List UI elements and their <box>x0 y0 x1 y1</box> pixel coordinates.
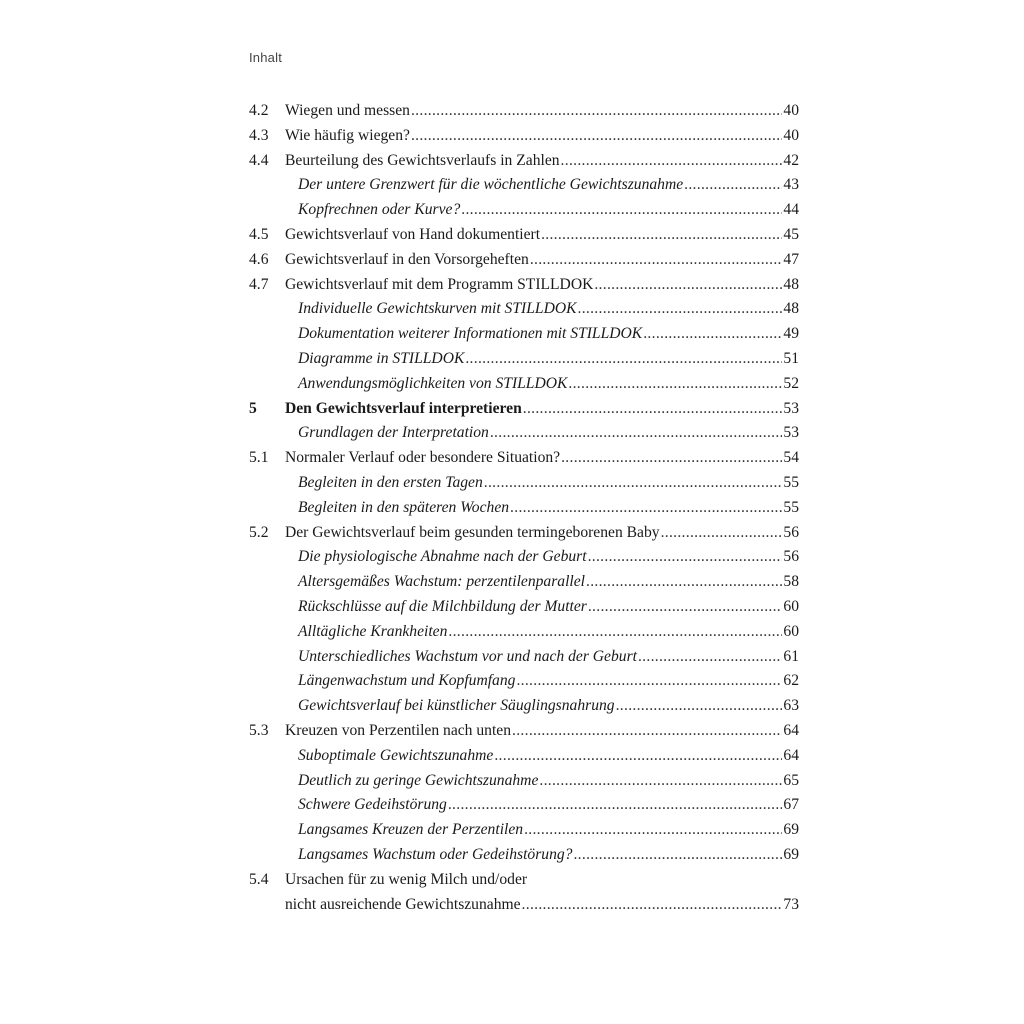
toc-entry-title: Grundlagen der Interpretation <box>298 424 489 442</box>
toc-entry-page: 63 <box>783 697 799 715</box>
toc-entry-page: 61 <box>783 647 799 665</box>
toc-entry <box>249 719 799 744</box>
toc-entry-title: Rückschlüsse auf die Milchbildung der Mutter <box>298 597 587 615</box>
toc-entry-line <box>285 223 799 248</box>
toc-entry-page: 65 <box>783 771 799 789</box>
toc-entry-title: Gewichtsverlauf bei künstlicher Säuglingsnahrung <box>298 697 615 715</box>
toc-entry <box>249 297 799 322</box>
toc-entry-page: 56 <box>783 548 799 566</box>
toc-entry-page: 53 <box>783 424 799 442</box>
toc-entry <box>249 421 799 446</box>
toc-entry <box>249 769 799 794</box>
toc-entry-line <box>298 744 799 769</box>
dot-leader <box>588 545 783 570</box>
dot-leader <box>586 570 782 595</box>
dot-leader <box>638 645 782 670</box>
toc-entry-line <box>298 645 799 670</box>
toc-entry-title: Ursachen für zu wenig Milch und/oder <box>285 870 528 888</box>
toc-entry-line <box>298 297 799 322</box>
toc-entry-page: 62 <box>783 672 799 690</box>
toc-entry-line <box>298 173 799 198</box>
toc-entry-number: 4.2 <box>249 102 269 119</box>
dot-leader <box>594 273 782 298</box>
toc-entry <box>249 545 799 570</box>
toc-entry <box>249 149 799 174</box>
toc-entry-line <box>285 248 799 273</box>
toc-entry-line <box>298 471 799 496</box>
toc-entry-page: 55 <box>783 473 799 491</box>
toc-entry <box>249 124 799 149</box>
toc-entry <box>249 744 799 769</box>
dot-leader <box>568 372 782 397</box>
toc-entry-title: Diagramme in STILLDOK <box>298 349 465 367</box>
toc-entry-line <box>298 793 799 818</box>
dot-leader <box>465 347 782 372</box>
dot-leader <box>494 744 782 769</box>
dot-leader <box>512 719 782 744</box>
toc-entry-title: Gewichtsverlauf in den Vorsorgeheften <box>285 250 529 268</box>
table-of-contents <box>249 99 799 917</box>
toc-entry <box>249 223 799 248</box>
dot-leader <box>461 198 782 223</box>
toc-entry <box>249 793 799 818</box>
toc-entry <box>249 496 799 521</box>
toc-entry-line <box>298 818 799 843</box>
toc-entry-page: 58 <box>783 573 799 591</box>
dot-leader <box>588 595 783 620</box>
dot-leader <box>539 769 782 794</box>
toc-entry-title: Kopfrechnen oder Kurve? <box>298 201 461 219</box>
toc-entry-line <box>285 124 799 149</box>
toc-entry-line <box>298 843 799 868</box>
dot-leader <box>448 793 783 818</box>
dot-leader <box>510 496 782 521</box>
dot-leader <box>411 99 782 124</box>
toc-entry-title: Altersgemäßes Wachstum: perzentilenparallel <box>298 573 585 591</box>
toc-entry-number: 5.2 <box>249 523 269 541</box>
toc-entry-line <box>298 694 799 719</box>
toc-entry-page: 54 <box>783 449 799 467</box>
toc-entry-title: Suboptimale Gewichtszunahme <box>298 746 494 764</box>
toc-entry-page: 49 <box>783 325 799 343</box>
dot-leader <box>448 620 782 645</box>
toc-entry-page: 64 <box>783 721 799 739</box>
toc-entry <box>249 99 799 124</box>
toc-entry-page: 45 <box>783 225 799 243</box>
toc-entry-number: 4.5 <box>249 225 269 243</box>
toc-entry <box>249 471 799 496</box>
toc-entry <box>249 620 799 645</box>
toc-entry-page: 42 <box>783 151 799 169</box>
toc-entry-line <box>285 719 799 744</box>
toc-entry-page: 40 <box>783 126 799 144</box>
toc-entry-page: 52 <box>783 374 799 392</box>
toc-entry <box>249 372 799 397</box>
toc-entry-line <box>298 669 799 694</box>
toc-entry-title: Begleiten in den späteren Wochen <box>298 498 510 516</box>
dot-leader <box>561 149 783 174</box>
dot-leader <box>616 694 783 719</box>
toc-entry-page: 73 <box>783 895 799 913</box>
dot-leader <box>484 471 783 496</box>
toc-entry-line <box>285 99 799 124</box>
toc-entry-line <box>298 545 799 570</box>
toc-entry-number: 4.4 <box>249 151 269 169</box>
toc-entry-line <box>298 322 799 347</box>
toc-entry-page: 48 <box>783 300 799 318</box>
toc-entry <box>249 347 799 372</box>
toc-entry <box>249 273 799 298</box>
toc-entry-number: 5 <box>249 399 257 417</box>
dot-leader <box>684 173 782 198</box>
toc-entry <box>249 669 799 694</box>
toc-entry-page: 60 <box>783 597 799 615</box>
toc-entry-line <box>285 273 799 298</box>
toc-entry-number: 4.3 <box>249 126 269 144</box>
toc-entry-line <box>298 595 799 620</box>
running-head: Inhalt <box>249 50 283 65</box>
toc-entry-page: 48 <box>783 275 799 293</box>
toc-entry-title: Gewichtsverlauf von Hand dokumentiert <box>285 225 541 243</box>
toc-entry-page: 51 <box>783 349 799 367</box>
toc-entry-page: 44 <box>783 201 799 219</box>
toc-entry-line <box>298 570 799 595</box>
toc-entry-line <box>285 521 799 546</box>
toc-entry <box>249 173 799 198</box>
toc-entry-line <box>298 372 799 397</box>
toc-entry-page: 69 <box>783 845 799 863</box>
dot-leader <box>516 669 782 694</box>
dot-leader <box>541 223 782 248</box>
toc-entry-title: Der Gewichtsverlauf beim gesunden termingeborenen Baby <box>285 523 660 541</box>
toc-entry-number: 4.7 <box>249 275 269 293</box>
toc-entry-line <box>298 620 799 645</box>
toc-entry-title: Deutlich zu geringe Gewichtszunahme <box>298 771 539 789</box>
dot-leader <box>490 421 783 446</box>
toc-entry-page: 47 <box>783 250 799 268</box>
dot-leader <box>522 893 783 918</box>
toc-entry-line <box>298 769 799 794</box>
toc-entry-title: Alltägliche Krankheiten <box>298 622 448 640</box>
toc-entry <box>249 570 799 595</box>
toc-entry-page: 56 <box>783 523 799 541</box>
dot-leader <box>411 124 782 149</box>
toc-entry <box>249 818 799 843</box>
toc-entry <box>249 694 799 719</box>
toc-entry <box>249 893 799 918</box>
toc-entry-title: Langsames Wachstum oder Gedeihstörung? <box>298 845 573 863</box>
toc-entry-page: 53 <box>783 399 799 417</box>
toc-entry-title: Beurteilung des Gewichtsverlaufs in Zahlen <box>285 151 560 169</box>
toc-entry-title: Die physiologische Abnahme nach der Geburt <box>298 548 587 566</box>
dot-leader <box>523 397 783 422</box>
dot-leader <box>573 843 782 868</box>
dot-leader <box>661 521 783 546</box>
toc-entry-line <box>298 198 799 223</box>
toc-entry-line <box>298 496 799 521</box>
toc-entry-title: Gewichtsverlauf mit dem Programm STILLDOK <box>285 275 594 293</box>
toc-entry-number: 5.3 <box>249 721 269 739</box>
toc-entry <box>249 645 799 670</box>
toc-entry-title: Unterschiedliches Wachstum vor und nach der Geburt <box>298 647 637 665</box>
toc-entry-title: Individuelle Gewichtskurven mit STILLDOK <box>298 300 577 318</box>
dot-leader <box>530 248 783 273</box>
toc-entry <box>249 198 799 223</box>
toc-entry-page: 40 <box>783 102 799 119</box>
toc-entry-line <box>285 149 799 174</box>
toc-entry-title: Begleiten in den ersten Tagen <box>298 473 483 491</box>
toc-entry-title: Wie häufig wiegen? <box>285 126 410 144</box>
toc-entry <box>249 446 799 471</box>
toc-entry-title: Normaler Verlauf oder besondere Situation? <box>285 449 561 467</box>
toc-entry <box>249 843 799 868</box>
toc-entry-line <box>285 397 799 422</box>
toc-entry-page: 55 <box>783 498 799 516</box>
toc-entry-title: Anwendungsmöglichkeiten von STILLDOK <box>298 374 568 392</box>
toc-entry-page: 69 <box>783 821 799 839</box>
toc-entry <box>249 595 799 620</box>
toc-entry <box>249 248 799 273</box>
toc-entry-number: 4.6 <box>249 250 269 268</box>
toc-entry <box>249 397 799 422</box>
toc-entry-page: 60 <box>783 622 799 640</box>
toc-entry-title: Langsames Kreuzen der Perzentilen <box>298 821 524 839</box>
toc-entry-title: nicht ausreichende Gewichtszunahme <box>285 895 521 913</box>
toc-entry <box>249 521 799 546</box>
toc-entry-title: Der untere Grenzwert für die wöchentliche Gewichtszunahme <box>298 176 684 194</box>
toc-entry-line <box>285 446 799 471</box>
toc-entry-title: Dokumentation weiterer Informationen mit STILLDOK <box>298 325 643 343</box>
toc-entry-title: Längenwachstum und Kopfumfang <box>298 672 516 690</box>
dot-leader <box>643 322 782 347</box>
toc-entry <box>249 868 799 893</box>
toc-entry-page: 43 <box>783 176 799 194</box>
toc-entry-number: 5.4 <box>249 870 269 888</box>
toc-entry <box>249 322 799 347</box>
toc-entry-title: Wiegen und messen <box>285 102 410 119</box>
dot-leader <box>524 818 782 843</box>
toc-entry-title: Den Gewichtsverlauf interpretieren <box>285 399 522 417</box>
toc-entry-page: 64 <box>783 746 799 764</box>
toc-entry-title: Schwere Gedeihstörung <box>298 796 447 814</box>
dot-leader <box>561 446 782 471</box>
toc-entry-page: 67 <box>783 796 799 814</box>
toc-entry-title: Kreuzen von Perzentilen nach unten <box>285 721 512 739</box>
toc-entry-number: 5.1 <box>249 449 269 467</box>
toc-entry-line <box>285 893 799 918</box>
toc-entry-line <box>298 347 799 372</box>
toc-entry-line <box>298 421 799 446</box>
dot-leader <box>578 297 783 322</box>
